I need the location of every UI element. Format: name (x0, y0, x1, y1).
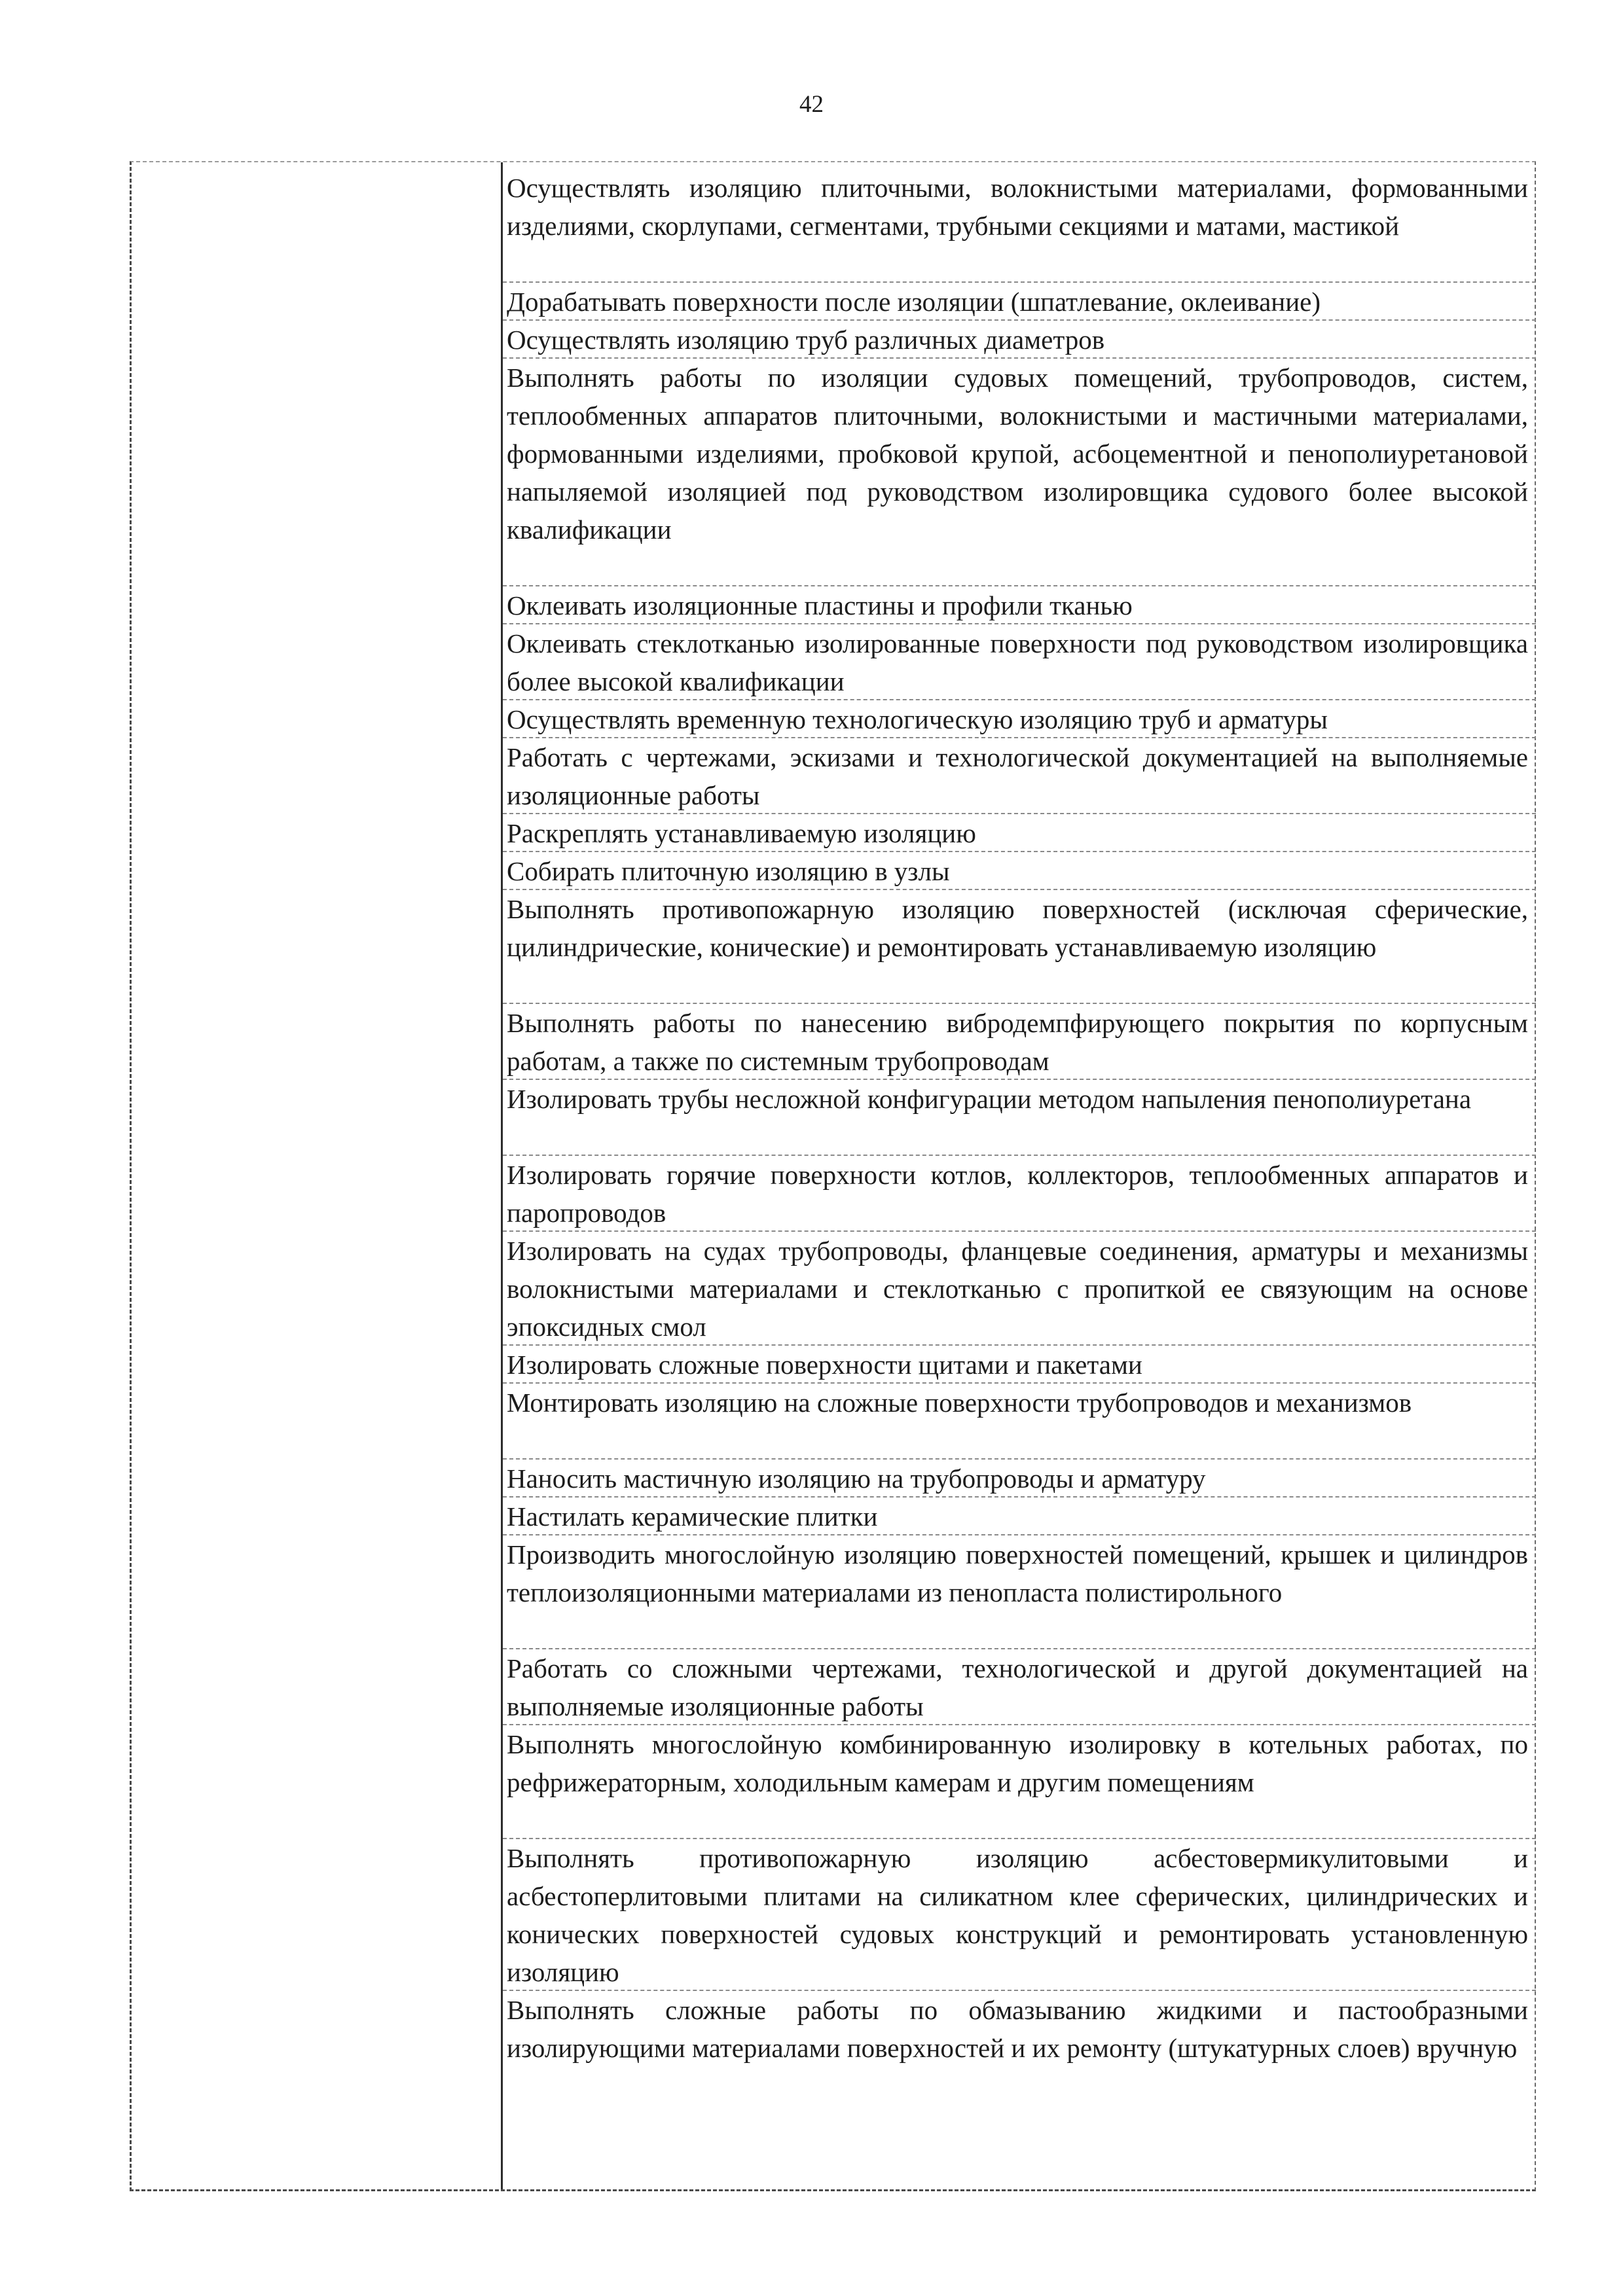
table-row: Выполнять противопожарную изоляцию поверхностей (исключая сферические, цилиндрические, конические) и ремонтировать устанавливаемую изоляцию (503, 890, 1536, 1004)
table-row: Выполнять работы по нанесению вибродемпфирующего покрытия по корпусным работам, а также по системным трубопроводам (503, 1004, 1536, 1080)
table-row: Осуществлять временную технологическую изоляцию труб и арматуры (503, 700, 1536, 738)
table-row: Настилать керамические плитки (503, 1498, 1536, 1535)
table-left-column (132, 162, 498, 2189)
table-row: Осуществлять изоляцию плиточными, волокнистыми материалами, формованными изделиями, скорлупами, сегментами, трубными секциями и матами, мастикой (503, 169, 1536, 283)
table-row: Дорабатывать поверхности после изоляции (шпатлевание, оклеивание) (503, 283, 1536, 321)
table-row: Производить многослойную изоляцию поверхностей помещений, крышек и цилиндров теплоизоляционными материалами из пенопласта полистирольного (503, 1535, 1536, 1649)
table-row: Выполнять многослойную комбинированную изолировку в котельных работах, по рефрижераторным, холодильным камерам и другим помещениям (503, 1725, 1536, 1839)
table-row: Раскреплять устанавливаемую изоляцию (503, 814, 1536, 852)
table-row: Изолировать горячие поверхности котлов, коллекторов, теплообменных аппаратов и паропроводов (503, 1156, 1536, 1232)
table-row: Работать со сложными чертежами, технологической и другой документацией на выполняемые изоляционные работы (503, 1649, 1536, 1725)
table-row: Наносить мастичную изоляцию на трубопроводы и арматуру (503, 1460, 1536, 1498)
table-row: Монтировать изоляцию на сложные поверхности трубопроводов и механизмов (503, 1384, 1536, 1460)
table-right-column (501, 162, 1536, 2189)
table-row: Изолировать сложные поверхности щитами и пакетами (503, 1346, 1536, 1384)
table-row: Изолировать трубы несложной конфигурации методом напыления пенополиуретана (503, 1080, 1536, 1156)
page-number: 42 (799, 91, 824, 118)
table-row: Осуществлять изоляцию труб различных диаметров (503, 321, 1536, 359)
table-row: Собирать плиточную изоляцию в узлы (503, 852, 1536, 890)
table-row: Оклеивать изоляционные пластины и профили тканью (503, 586, 1536, 624)
labor-functions-table (130, 161, 1536, 2191)
table-row: Выполнять противопожарную изоляцию асбестовермикулитовыми и асбестоперлитовыми плитами на силикатном клее сферических, цилиндрических и конических поверхностей судовых конструкций и ремонтировать установленную изоляцию (503, 1839, 1536, 1991)
table-row: Оклеивать стеклотканью изолированные поверхности под руководством изолировщика более высокой квалификации (503, 624, 1536, 700)
table-row: Работать с чертежами, эскизами и технологической документацией на выполняемые изоляционные работы (503, 738, 1536, 814)
table-row: Выполнять работы по изоляции судовых помещений, трубопроводов, систем, теплообменных аппаратов плиточными, волокнистыми и мастичными материалами, формованными изделиями, пробковой крупой, асбоцементной и пенополиуретановой напыляемой изоляцией под руководством изолировщика судового более высокой квалификации (503, 359, 1536, 586)
table-row: Изолировать на судах трубопроводы, фланцевые соединения, арматуры и механизмы волокнистыми материалами и стеклотканью с пропиткой ее связующим на основе эпоксидных смол (503, 1232, 1536, 1346)
table-row: Выполнять сложные работы по обмазыванию жидкими и пастообразными изолирующими материалами поверхностей и их ремонту (штукатурных слоев) вручную (507, 1995, 1528, 2063)
